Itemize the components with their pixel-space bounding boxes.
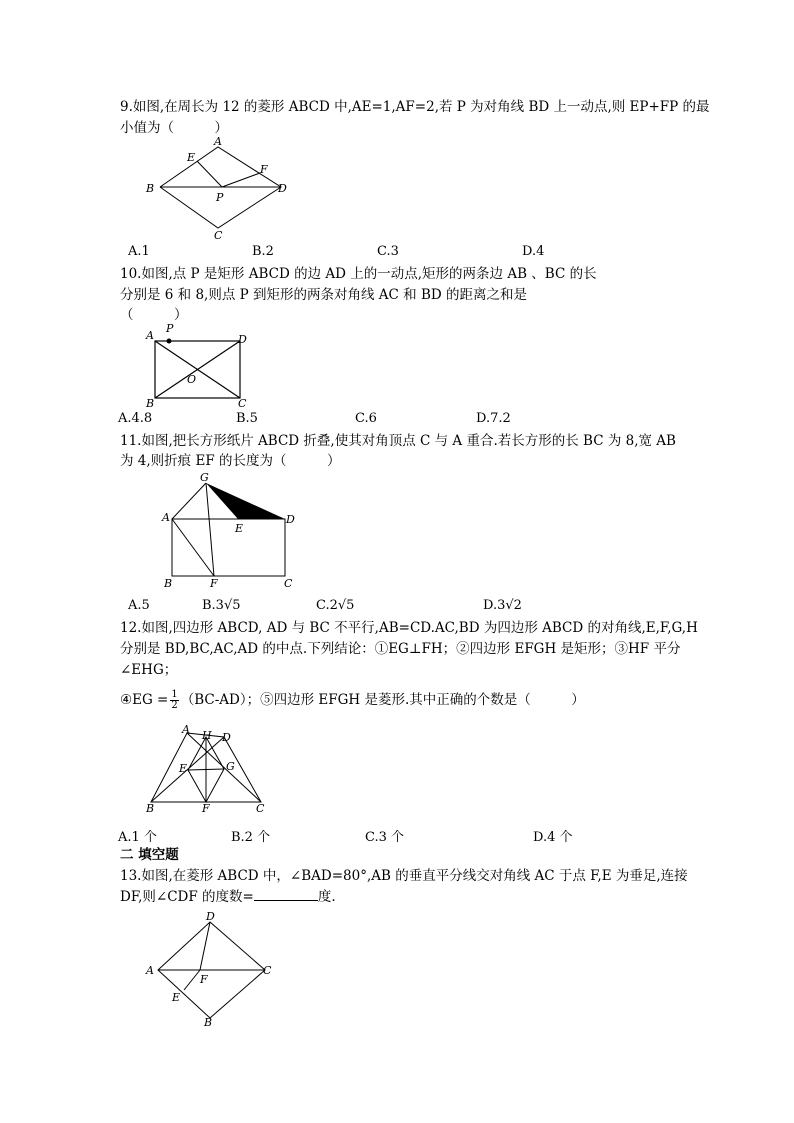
q9-label-C: C xyxy=(214,229,223,242)
q10-label-D: D xyxy=(238,333,247,346)
q13-label-D: D xyxy=(206,910,215,923)
q10-label-C: C xyxy=(238,397,247,410)
q13-line2 xyxy=(120,888,336,906)
q12-label-B: B xyxy=(146,802,155,815)
q11-shaded-triangle xyxy=(206,483,285,519)
q9-label-E: E xyxy=(187,151,196,164)
q10-choice-c: C.6 xyxy=(355,411,377,426)
q9-label-D: D xyxy=(278,182,287,195)
q12-line1: 12.如图,四边形 ABCD, AD 与 BC 不平行,AB=CD.AC,BD 为四边形 ABCD 的对角线,E,F,G,H xyxy=(120,620,698,636)
q12-line2: 分别是 BD,BC,AC,AD 的中点.下列结论：①EG⊥FH；②四边形 EFGH 是矩形；③HF 平分 xyxy=(120,641,681,657)
q11-label-E: E xyxy=(235,522,244,535)
q11-choice-b: B.3√5 xyxy=(202,598,241,613)
q11-line1: 11.如图,把长方形纸片 ABCD 折叠,使其对角顶点 C 与 A 重合.若长方形的长 BC 为 8,宽 AB xyxy=(120,433,676,449)
q12-fraction-half: $\frac{1}{2}$ xyxy=(171,689,178,711)
section-heading-fill-in: 二 填空题 xyxy=(120,847,179,863)
q10-choice-d: D.7.2 xyxy=(476,411,511,426)
q12-label-A: A xyxy=(182,723,190,736)
q10-label-O: O xyxy=(187,373,197,386)
q10-label-P: P xyxy=(166,322,174,335)
q12-choice-d: D.4 个 xyxy=(533,830,573,845)
q10-label-B: B xyxy=(146,397,155,410)
q9-line1: 9.如图,在周长为 12 的菱形 ABCD 中,AE=1,AF=2,若 P 为对角线 BD 上一动点,则 EP+FP 的最 xyxy=(120,99,710,115)
q12-line4 xyxy=(120,690,585,711)
q12-label-D: D xyxy=(222,731,231,744)
q10-rectangle-figure xyxy=(140,323,260,411)
q11-label-A: A xyxy=(162,511,170,524)
q11-label-F: F xyxy=(210,577,218,590)
q11-choice-d: D.3√2 xyxy=(483,598,522,613)
q9-label-B: B xyxy=(146,182,155,195)
q9-label-F: F xyxy=(260,163,268,176)
q9-choice-a: A.1 xyxy=(128,244,150,259)
q9-choice-c: C.3 xyxy=(377,244,399,259)
q12-choice-b: B.2 个 xyxy=(231,830,271,845)
q10-choice-a: A.4.8 xyxy=(118,411,153,426)
q12-line3: ∠EHG； xyxy=(120,662,178,678)
q13-answer-blank xyxy=(254,888,318,901)
q13-line2-end: 度. xyxy=(317,889,336,905)
q10-line1: 10.如图,点 P 是矩形 ABCD 的边 AD 上的一动点,矩形的两条边 AB 、BC 的长 xyxy=(120,266,597,282)
q12-line4-start: ④EG = xyxy=(120,692,169,708)
q9-line2: 小值为（ ） xyxy=(120,120,228,136)
q12-quadrilateral-figure xyxy=(140,725,280,815)
q11-label-B: B xyxy=(164,577,173,590)
q9-choice-b: B.2 xyxy=(252,244,274,259)
q11-label-D: D xyxy=(286,513,295,526)
q13-label-B: B xyxy=(204,1016,213,1029)
q13-rhombus-figure xyxy=(140,908,285,1028)
q12-label-H: H xyxy=(202,729,212,742)
q9-rhombus-figure xyxy=(140,135,300,245)
q13-label-F: F xyxy=(200,973,208,986)
q12-line4-end: （BC-AD）；⑤四边形 EFGH 是菱形.其中正确的个数是（ ） xyxy=(180,692,585,708)
q10-line2: 分别是 6 和 8,则点 P 到矩形的两条对角线 AC 和 BD 的距离之和是 xyxy=(120,287,527,303)
q10-point-p xyxy=(167,339,172,344)
q11-fold-figure xyxy=(158,471,303,591)
q11-label-C: C xyxy=(284,577,293,590)
q12-label-E: E xyxy=(179,762,188,775)
q13-label-C: C xyxy=(263,964,272,977)
q13-label-A: A xyxy=(146,964,154,977)
q13-label-E: E xyxy=(172,991,181,1004)
q9-label-A: A xyxy=(214,135,222,148)
q12-choice-c: C.3 个 xyxy=(365,830,405,845)
q9-choice-d: D.4 xyxy=(522,244,545,259)
q11-choice-a: A.5 xyxy=(128,598,150,613)
q13-line1: 13.如图,在菱形 ABCD 中，∠BAD=80°,AB 的垂直平分线交对角线 AC 于点 F,E 为垂足,连接 xyxy=(120,868,688,884)
q10-label-A: A xyxy=(146,329,154,342)
q12-label-F: F xyxy=(202,802,210,815)
q11-label-G: G xyxy=(200,471,209,484)
q12-label-G: G xyxy=(226,760,235,773)
q11-choice-c: C.2√5 xyxy=(316,598,355,613)
q11-line2: 为 4,则折痕 EF 的长度为（ ） xyxy=(120,453,341,469)
q12-choice-a: A.1 个 xyxy=(118,830,157,845)
q9-label-P: P xyxy=(216,191,224,204)
q10-line3: （ ） xyxy=(120,307,188,323)
q12-label-C: C xyxy=(256,802,265,815)
q10-choice-b: B.5 xyxy=(236,411,258,426)
q13-line2-start: DF,则∠CDF 的度数= xyxy=(120,889,254,905)
